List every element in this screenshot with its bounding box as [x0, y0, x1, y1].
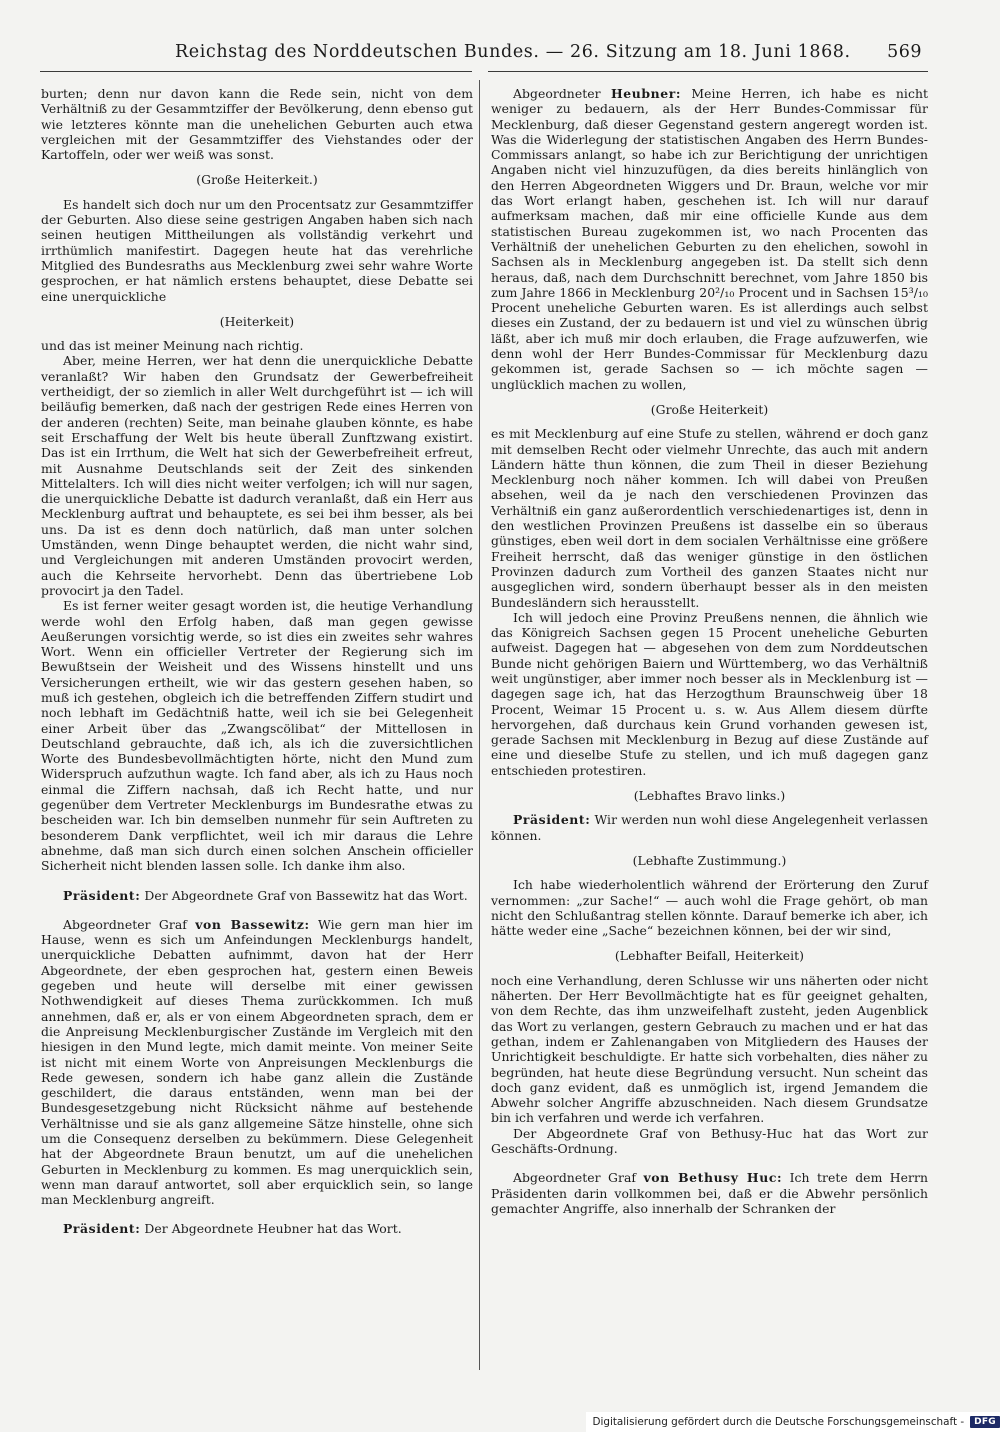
text-paragraph — [491, 426, 928, 610]
footer-credit — [586, 1412, 1000, 1432]
speech-paragraph — [41, 1221, 473, 1236]
interjection-text: (Lebhafter Beifall, Heiterkeit) — [614, 948, 805, 964]
paragraph-text: Der Abgeordnete Heubner hat das Wort. — [144, 1221, 402, 1237]
interjection-text: (Lebhaftes Bravo links.) — [633, 788, 786, 804]
left-column — [41, 86, 473, 1237]
interjection-text: (Große Heiterkeit.) — [196, 172, 318, 188]
page-number: 569 — [887, 42, 922, 62]
paragraph-text: Aber, meine Herren, wer hat denn die unerquickliche Debatte veranlaßt? Wir haben den Grundsatz der Gewerbefreiheit vertheidigt, der so ziemlich in aller Welt durchgeführt ist — ich will beiläufig bemerken, daß nach der gestrigen Rede eines Herren von der anderen (rechten) Seite, man beinahe glauben könnte, es habe seit Erschaffung der Welt bis heute überall Zunftzwang existirt. Das ist ein Irrthum, die Welt hat sich der Gewerbefreiheit erfreut, mit Ausnahme Deutschlands seit der Zeit des sinkenden Mittelalters. Ich will dies nicht weiter verfolgen; ich will nur sagen, die unerquickliche Debatte ist dadurch veranlaßt, daß ein Herr aus Mecklenburg auftrat und behauptete, es sei bei ihm besser, als bei uns. Da ist es denn doch natürlich, daß man unter solchen Umständen, wenn Dinge behauptet werden, die nicht wahr sind, und Vergleichungen mit anderen Umständen provocirt werden, auch die Kehrseite hervorhebt. Denn das übertriebene Lob provocirt ja den Tadel. — [41, 353, 473, 598]
speaker-name: von Bassewitz: — [195, 916, 310, 932]
speaker-prefix: Abgeordneter Graf — [63, 916, 187, 932]
interjection — [491, 788, 928, 803]
header-rule-right — [488, 71, 928, 72]
speech-paragraph — [41, 888, 473, 903]
speaker-name: Präsident: — [513, 812, 591, 828]
right-column — [491, 86, 928, 1216]
interjection — [491, 853, 928, 868]
paragraph-text: Der Abgeordnete Graf von Bethusy-Huc hat das Wort zur Geschäfts-Ordnung. — [491, 1125, 928, 1156]
text-paragraph — [41, 338, 473, 353]
speaker-name: Heubner: — [610, 86, 682, 101]
paragraph-text: Ich will jedoch eine Provinz Preußens nennen, die ähnlich wie das Königreich Sachsen gegen 15 Procent uneheliche Geburten aufweist. Dagegen hat — abgesehen von dem zum Norddeutschen Bunde nicht gehörigen Baiern und Württemberg, wo das Verhältniß weit ungünstiger, aber immer noch besser als in Mecklenburg ist — dagegen sage ich, hat das Herzogthum Braunschweig über 18 Procent, Weimar 15 Procent u. s. w. Aus Allem diesem dürfte hervorgehen, daß durchaus kein Grund vorhanden gewesen ist, gerade Sachsen mit Mecklenburg in Bezug auf diese Zustände auf eine und dieselbe Stufe zu stellen, und ich muß dagegen ganz entschieden protestiren. — [491, 609, 928, 778]
text-paragraph — [491, 973, 928, 1126]
interjection — [41, 172, 473, 187]
running-title: Reichstag des Norddeutschen Bundes. — 26. Sitzung am 18. Juni 1868. — [175, 42, 851, 62]
column-divider — [479, 80, 480, 1370]
paragraph-text: noch eine Verhandlung, deren Schlusse wir uns näherten oder nicht näherten. Der Herr Bevollmächtigte hat es für geeignet gehalten, von dem Rechte, das ihm unzweifelhaft zusteht, jeden Augenblick das Wort zu verlangen, gestern Gebrauch zu machen und er hat das gethan, indem er Zahlenangaben von Mitgliedern des Hauses der Unrichtigkeit beschuldigte. Er hatte sich vorbehalten, dies näher zu begründen, hat heute diese Begründung versucht. Nun scheint das doch ganz evident, daß es unmöglich ist, irgend Jemandem die Abwehr solcher Angriffe abzuschneiden. Nach diesem Grundsatze bin ich verfahren und werde ich verfahren. — [491, 972, 928, 1126]
paragraph-text: Wir werden nun wohl diese Angelegenheit verlassen können. — [491, 812, 928, 843]
interjection — [41, 314, 473, 329]
interjection-text: (Lebhafte Zustimmung.) — [632, 852, 787, 868]
speaker-name: Präsident: — [63, 1221, 141, 1237]
speech-paragraph — [41, 917, 473, 1208]
page-header — [40, 42, 930, 72]
interjection-text: (Große Heiterkeit) — [650, 401, 769, 417]
speaker-prefix: Abgeordneter Graf — [513, 1170, 637, 1186]
interjection — [491, 948, 928, 963]
paragraph-text: Es handelt sich doch nur um den Procentsatz zur Gesammtziffer der Geburten. Also diese seine gestrigen Angaben haben sich nach seinen heutigen Mittheilungen als vollständig verkehrt und irrthümlich manifestirt. Dagegen heute hat das verehrliche Mitglied des Bundesraths aus Mecklenburg zwei sehr wahre Worte gesprochen, er hat nämlich erstens behauptet, diese Debatte sei eine unerquickliche — [41, 196, 473, 304]
speaker-name: Präsident: — [63, 887, 141, 903]
speaker-prefix: Abgeordneter — [513, 86, 601, 101]
text-paragraph — [491, 877, 928, 938]
speech-paragraph — [491, 812, 928, 843]
header-rule-left — [40, 71, 472, 72]
paragraph-text: burten; denn nur davon kann die Rede sein, nicht von dem Verhältniß zu der Gesammtziffer der Bevölkerung, denn ebenso gut wie letzteres könnte man die unehelichen Geburten auch etwa vergleichen mit der Gesammtziffer des Viehstandes oder der Kartoffeln, oder wer weiß was sonst. — [41, 86, 473, 163]
text-paragraph — [491, 610, 928, 778]
text-paragraph — [41, 197, 473, 304]
paragraph-text: Ich trete dem Herrn Präsidenten darin vollkommen bei, daß er die Abwehr persönlich gemachter Angriffe, also innerhalb der Schranken der — [491, 1170, 929, 1216]
interjection — [491, 402, 928, 417]
paragraph-text: Der Abgeordnete Graf von Bassewitz hat das Wort. — [144, 887, 468, 903]
paragraph-text: Wie gern man hier im Hause, wenn es sich um Anfeindungen Mecklenburgs handelt, unerquickliche Debatten aufnimmt, davon hat der Herr Abgeordnete, der eben gesprochen hat, gestern einen Beweis gegeben und heute will derselbe mit einer gewissen Nothwendigkeit auf dieses Thema zurückkommen. Ich muß annehmen, daß er, als er von einem Abgeordneten sprach, dem er die Anpreisung Mecklenburgischer Zustände im Vergleich mit den hiesigen in den Mund legte, mich damit meinte. Von meiner Seite ist nicht mit einem Worte von Anpreisungen Mecklenburgs die Rede gewesen, sondern ich habe ganz allein die Zustände geschildert, die daraus entständen, wenn man bei der Bundesgesetzgebung nicht Rücksicht nähme auf bestehende Verhältnisse und sie als ganz allgemeine Sätze hinstelle, ohne sich um die Consequenz derselben zu bekümmern. Diese Gelegenheit hat der Abgeordnete Braun benutzt, um auf die unehelichen Geburten in Mecklenburg zu kommen. Es mag unerquicklich sein, wenn man darauf antwortet, soll aber erquicklich sein, so lange man Mecklenburg angreift. — [41, 916, 473, 1208]
speaker-name: von Bethusy Huc: — [643, 1170, 783, 1186]
paragraph-text: Es ist ferner weiter gesagt worden ist, die heutige Verhandlung werde wohl den Erfolg haben, daß man gegen gewisse Aeußerungen vorsichtig werde, so ist dies ein zweites sehr wahres Wort. Wenn ein officieller Vertreter der Regierung sich im Bewußtsein der Weisheit und des Wissens hinstellt und uns Versicherungen ertheilt, wie wir das gestern gesehen haben, so muß ich gestehen, obgleich ich die betreffenden Ziffern studirt und noch lebhaft im Gedächtniß hatte, weil ich sie bei Gelegenheit einer Arbeit über das „Zwangscölibat“ der Mittellosen in Deutschland gebrauchte, daß ich, als ich die zuversichtlichen Worte des Bundesbevollmächtigten hörte, nicht den Mund zum Widerspruch aufzuthun wagte. Ich fand aber, als ich zu Haus noch einmal die Ziffern nachsah, daß ich Recht hatte, und nur gegenüber dem Vertreter Mecklenburgs im Bundesrathe etwas zu bescheiden war. Ich bin demselben nunmehr für sein Auftreten zu besonderem Dank verpflichtet, weil ich mir daraus die Lehre abnehme, daß man sich durch einen solchen Anschein officieller Sicherheit nicht blenden lassen solle. Ich danke ihm also. — [41, 598, 473, 874]
paragraph-text: es mit Mecklenburg auf eine Stufe zu stellen, während er doch ganz mit demselben Recht oder vielmehr Unrechte, das auch mit andern Ländern hätte thun können, die zum Theil in dieser Beziehung Mecklenburg noch näher kommen. Ich will dabei von Preußen absehen, weil da je nach den verschiedenen Provinzen das Verhältniß ein ganz außerordentlich verschiedenartiges ist, denn in den westlichen Provinzen Preußens ist dasselbe ein so überaus günstiges, eben weil dort in dem socialen Verhältnisse eine größere Freiheit herrscht, daß das weniger günstige in den östlichen Provinzen dadurch zum Vortheil des ganzen Staates nicht nur ausgeglichen wird, sondern überhaupt besser als in den meisten Bundesländern sich herausstellt. — [491, 426, 928, 610]
speech-paragraph — [491, 86, 928, 392]
text-paragraph — [41, 353, 473, 598]
paragraph-text: und das ist meiner Meinung nach richtig. — [41, 338, 304, 354]
text-paragraph — [41, 598, 473, 873]
footer-text: Digitalisierung gefördert durch die Deutsche Forschungsgemeinschaft - — [592, 1416, 965, 1428]
paragraph-text: Ich habe wiederholentlich während der Erörterung den Zuruf vernommen: „zur Sache!“ — auch wohl die Frage gehört, ob man nicht den Schlußantrag stellen könnte. Darauf bemerke ich aber, ich hätte weder eine „Sache“ bezeichnen können, bei der wir sind, — [491, 877, 928, 939]
paragraph-text: Meine Herren, ich habe es nicht weniger zu bedauern, als der Herr Bundes-Commissar für Mecklenburg, daß dieser Gegenstand gestern angeregt worden ist. Was die Widerlegung der statistischen Angaben des Herrn Bundes-Commissars anlangt, so habe ich zur Berichtigung der unrichtigen Angaben nicht viel hinzuzufügen, da dies bereits hinlänglich von den Herren Abgeordneten Wiggers und Dr. Braun, welche vor mir das Wort erlangt haben, geschehen ist. Ich will nur darauf aufmerksam machen, daß mir eine officielle Kunde aus dem statistischen Bureau zugekommen ist, wo nach Procenten das Verhältniß der unehelichen Geburten zu den ehelichen, sowohl in Sachsen als in Mecklenburg angegeben ist. Da stellt sich denn heraus, daß, nach dem Durchschnitt berechnet, vom Jahre 1850 bis zum Jahre 1866 in Mecklenburg 20²/₁₀ Procent und in Sachsen 15³/₁₀ Procent uneheliche Geburten waren. Es ist allerdings auch selbst dieses ein Zustand, der zu bedauern ist und viel zu wünschen übrig läßt, aber ich muß mir doch erlauben, die Frage aufzuwerfen, wie denn wohl der Herr Bundes-Commissar für Mecklenburg dazu gekommen ist, gerade Sachsen so — ich möchte sagen — unglücklich machen zu wollen, — [491, 86, 928, 392]
text-paragraph — [491, 1126, 928, 1157]
text-paragraph — [41, 86, 473, 162]
dfg-logo: DFG — [970, 1416, 1000, 1428]
interjection-text: (Heiterkeit) — [219, 313, 295, 329]
speech-paragraph — [491, 1170, 928, 1216]
